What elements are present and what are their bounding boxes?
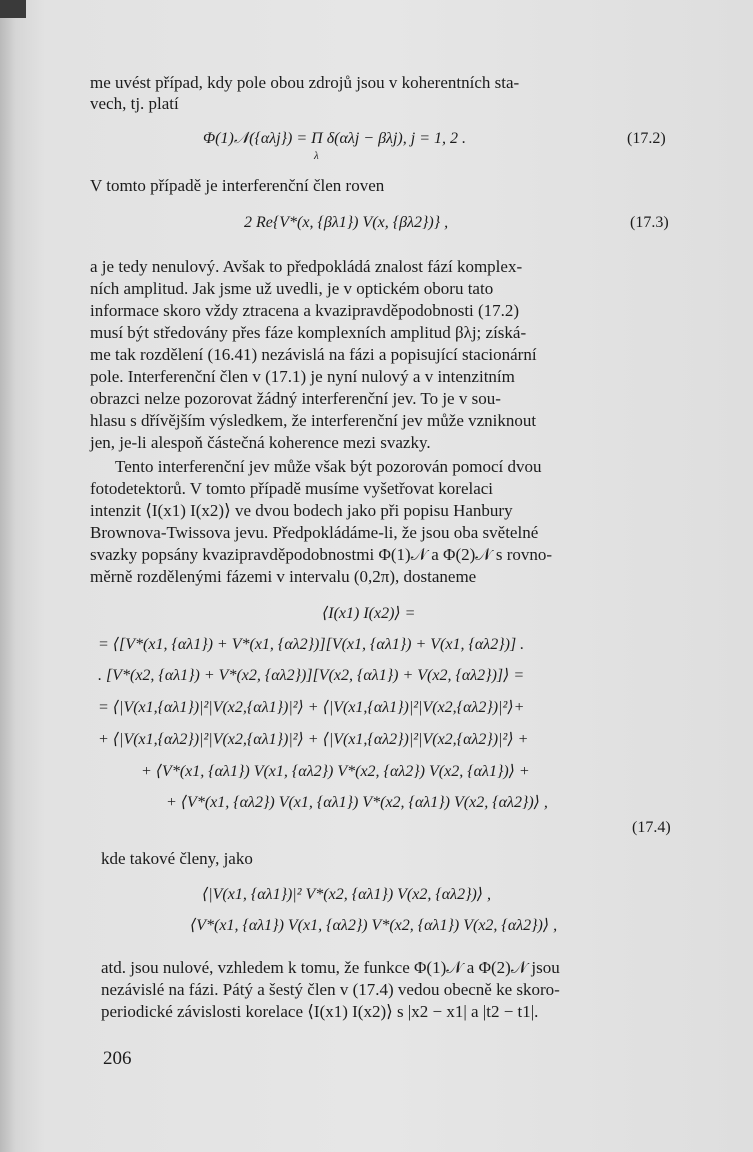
text-line: Brownova-Twissova jevu. Předpokládáme-li, že jsou oba světelné [90, 523, 539, 542]
text-line: obrazci nelze pozorovat žádný interferenční jev. To je v sou- [90, 389, 501, 408]
text-line: pole. Interferenční člen v (17.1) je nyní nulový a v intenzitním [90, 367, 515, 386]
page-shadow-edge [0, 0, 16, 1152]
text-line: svazky popsány kvazipravděpodobnostmi Φ(1)𝒩 a Φ(2)𝒩 s rovno- [90, 545, 553, 564]
text-line: musí být středovány přes fáze komplexních amplitud βλj; získá- [90, 323, 527, 342]
text-line: měrně rozdělenými fázemi v intervalu (0,2π), dostaneme [90, 567, 477, 586]
equation-17-4-line: ⟨I(x1) I(x2)⟩ = [322, 605, 416, 622]
text-line: periodické závislosti korelace ⟨I(x1) I(x2)⟩ s |x2 − x1| a |t2 − t1|. [101, 1002, 539, 1021]
equation-17-4-line: + ⟨V*(x1, {αλ2}) V(x1, {αλ1}) V*(x2, {αλ1}) V(x2, {αλ2})⟩ , [166, 794, 548, 811]
text-line: intenzit ⟨I(x1) I(x2)⟩ ve dvou bodech jako při popisu Hanbury [90, 501, 513, 520]
equation-number: (17.2) [627, 130, 666, 147]
text-line: atd. jsou nulové, vzhledem k tomu, že funkce Φ(1)𝒩 a Φ(2)𝒩 jsou [101, 958, 560, 977]
text-line: me tak rozdělení (16.41) nezávislá na fázi a popisující stacionární [90, 345, 537, 364]
equation-17-4-line: + ⟨|V(x1,{αλ2})|²|V(x2,{αλ1})|²⟩ + ⟨|V(x1,{αλ2})|²|V(x2,{αλ2})|²⟩ + [98, 731, 529, 748]
page-number: 206 [103, 1048, 132, 1069]
equation-17-4-line: . [V*(x2, {αλ1}) + V*(x2, {αλ2})][V(x2, {αλ1}) + V(x2, {αλ2})]⟩ = [98, 667, 525, 684]
equation-17-3: 2 Re{V*(x, {βλ1}) V(x, {βλ2})} , [244, 214, 449, 231]
equation-17-4-line: = ⟨[V*(x1, {αλ1}) + V*(x1, {αλ2})][V(x1, {αλ1}) + V(x1, {αλ2})] . [98, 636, 525, 653]
text-line: jen, je-li alespoň částečná koherence mezi svazky. [90, 433, 431, 452]
text-line: vech, tj. platí [90, 94, 179, 113]
text-line: V tomto případě je interferenční člen roven [90, 176, 385, 195]
equation-17-4-line: = ⟨|V(x1,{αλ1})|²|V(x2,{αλ1})|²⟩ + ⟨|V(x1,{αλ1})|²|V(x2,{αλ2})|²⟩+ [98, 699, 525, 716]
equation-17-2: Φ(1)𝒩({αλj}) = Π δ(αλj − βλj), j = 1, 2 . [203, 130, 466, 147]
equation-17-4-line: + ⟨V*(x1, {αλ1}) V(x1, {αλ2}) V*(x2, {αλ2}) V(x2, {αλ1})⟩ + [141, 763, 530, 780]
scan-corner [0, 0, 26, 18]
text-line: kde takové členy, jako [101, 849, 253, 868]
equation-number: (17.3) [630, 214, 669, 231]
text-line: ních amplitud. Jak jsme už uvedli, je v optickém oboru tato [90, 279, 494, 298]
example-term: ⟨|V(x1, {αλ1})|² V*(x2, {αλ1}) V(x2, {αλ2})⟩ , [202, 886, 492, 903]
product-subscript: λ [314, 150, 319, 162]
text-line: hlasu s dřívějším výsledkem, že interferenční jev může vzniknout [90, 411, 537, 430]
text-line: nezávislé na fázi. Pátý a šestý člen v (17.4) vedou obecně ke skoro- [101, 980, 560, 999]
equation-number: (17.4) [632, 819, 671, 836]
text-line: informace skoro vždy ztracena a kvazipravděpodobnosti (17.2) [90, 301, 520, 320]
text-line: fotodetektorů. V tomto případě musíme vyšetřovat korelaci [90, 479, 494, 498]
text-line: Tento interferenční jev může však být pozorován pomocí dvou [115, 457, 542, 476]
example-term: ⟨V*(x1, {αλ1}) V(x1, {αλ2}) V*(x2, {αλ1}) V(x2, {αλ2})⟩ , [190, 917, 558, 934]
text-line: me uvést případ, kdy pole obou zdrojů jsou v koherentních sta- [90, 73, 520, 92]
text-line: a je tedy nenulový. Avšak to předpokládá znalost fází komplex- [90, 257, 523, 276]
